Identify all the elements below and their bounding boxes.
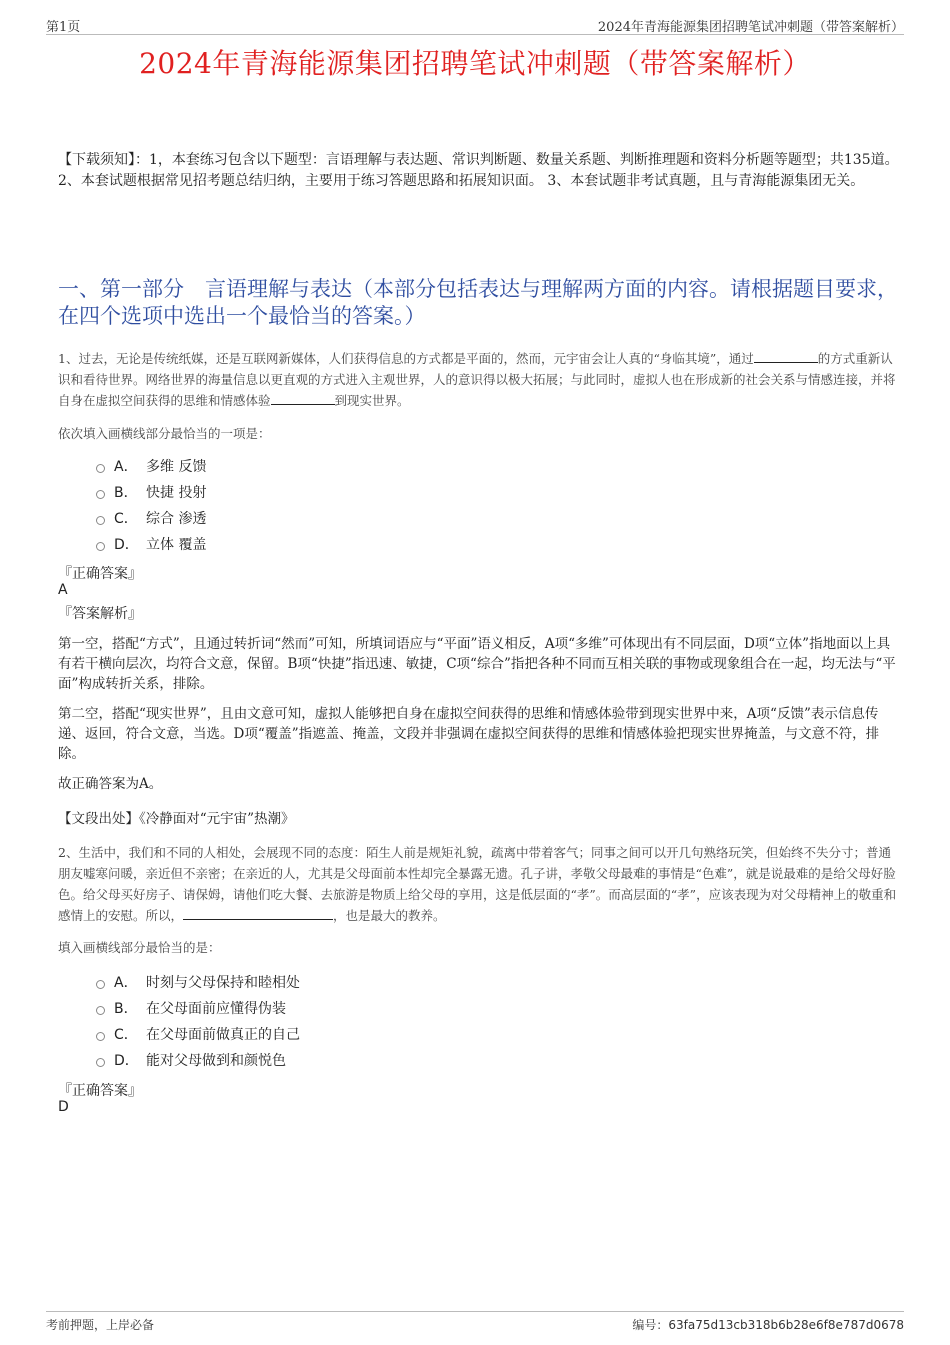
page-number: 第1页 — [46, 20, 81, 35]
question-2-options — [96, 969, 300, 1073]
correct-answer: D — [58, 1099, 69, 1115]
fill-blank-2 — [271, 390, 335, 405]
radio-icon[interactable] — [96, 542, 105, 551]
question-2-text-part-1: 2、生活中，我们和不同的人相处，会展现不同的态度：陌生人前是规矩礼貌，疏离中带着客气；同事之间可以开几句熟络玩笑，但始终不失分寸；普通朋友嘘寒问暖，亲近但不亲密；在亲近的人，尤其是父母面前本性却完全暴露无遗。孔子讲，孝敬父母最难的事情是“色难”，就是说最难的是给父母好脸色。给父母买好房子、请保姆，请他们吃大餐、去旅游是物质上给父母的享用，这是低层面的“孝”。而高层面的“孝”，应该表现为对父母精神上的敬重和感情上的安慰。所以， — [58, 845, 897, 923]
header-doc-title: 2024年青海能源集团招聘笔试冲刺题（带答案解析） — [597, 20, 904, 35]
radio-icon[interactable] — [96, 1058, 105, 1067]
radio-icon[interactable] — [96, 1032, 105, 1041]
correct-answer-label: 『正确答案』 — [58, 566, 142, 582]
option-a[interactable]: A． 时刻与父母保持和睦相处 — [96, 969, 300, 995]
option-b[interactable]: B． 快捷 投射 — [96, 479, 206, 505]
question-2-prompt: 填入画横线部分最恰当的是： — [58, 940, 221, 955]
document-code — [632, 1316, 904, 1333]
question-1-prompt: 依次填入画横线部分最恰当的一项是： — [58, 426, 271, 441]
option-a[interactable]: A． 多维 反馈 — [96, 453, 206, 479]
question-2-text — [58, 842, 900, 926]
option-d[interactable]: D． 立体 覆盖 — [96, 531, 206, 557]
option-b[interactable]: B． 在父母面前应懂得伪装 — [96, 995, 300, 1021]
option-c[interactable]: C． 在父母面前做真正的自己 — [96, 1021, 300, 1047]
passage-source: 【文段出处】《冷静面对“元宇宙”热潮》 — [58, 811, 295, 827]
question-1-options — [96, 453, 206, 557]
fill-blank-1 — [754, 348, 818, 363]
radio-icon[interactable] — [96, 1006, 105, 1015]
download-notice: 【下载须知】：1，本套练习包含以下题型：言语理解与表达题、常识判断题、数量关系题、判断推理题和资料分析题等题型；共135道。 2、本套试题根据常见招考题总结归纳，主要用于练习答题思路和拓展知识面。 3、本套试题非考试真题，且与青海能源集团无关。 — [58, 152, 899, 189]
question-1-text-part-1: 1、过去，无论是传统纸媒，还是互联网新媒体，人们获得信息的方式都是平面的，然而，元宇宙会让人真的“身临其境”，通过 — [58, 351, 754, 366]
page-header — [46, 16, 904, 35]
radio-icon[interactable] — [96, 464, 105, 473]
footer-slogan: 考前押题，上岸必备 — [46, 1318, 155, 1332]
option-d[interactable]: D． 能对父母做到和颜悦色 — [96, 1047, 300, 1073]
radio-icon[interactable] — [96, 490, 105, 499]
document-title: 2024年青海能源集团招聘笔试冲刺题（带答案解析） — [139, 47, 811, 80]
correct-answer-label: 『正确答案』 — [58, 1083, 142, 1099]
radio-icon[interactable] — [96, 980, 105, 989]
analysis-label: 『答案解析』 — [58, 606, 142, 622]
document-code-label: 编号： — [632, 1318, 669, 1332]
section-heading: 一、第一部分 言语理解与表达（本部分包括表达与理解两方面的内容。请根据题目要求，在四个选项中选出一个最恰当的答案。） — [58, 277, 898, 328]
question-1-text-part-2: 的方式重新认识和看待世界。网络世界的海量信息以更直观的方式进入主观世界，人的意识得以极大拓展；与此同时，虚拟人也在形成新的社会关系与情感连接，并将自身在虚拟空间获得的思维和情感体验 — [58, 351, 896, 408]
question-1-text-part-3: 到现实世界。 — [334, 393, 410, 408]
radio-icon[interactable] — [96, 516, 105, 525]
document-code-value: 63fa75d13cb318b6b28e6f8e787d0678 — [668, 1318, 904, 1332]
correct-answer: A — [58, 582, 68, 598]
analysis-paragraph-1: 第一空，搭配“方式”，且通过转折词“然而”可知，所填词语应与“平面”语义相反，A项“多维”可体现出有不同层面，D项“立体”指地面以上具有若干横向层次，均符合文意，保留。B项“快捷”指迅速、敏捷，C项“综合”指把各种不同而互相关联的事物或现象组合在一起，均无法与“平面”构成转折关系，排除。 — [58, 636, 896, 692]
fill-blank-3 — [183, 905, 333, 920]
analysis-paragraph-2: 第二空，搭配“现实世界”，且由文意可知，虚拟人能够把自身在虚拟空间获得的思维和情感体验带到现实世界中来，A项“反馈”表示信息传递、返回，符合文意，当选。D项“覆盖”指遮盖、掩盖，文段并非强调在虚拟空间获得的思维和情感体验把现实世界掩盖，与文意不符，排除。 — [58, 706, 880, 762]
analysis-conclusion: 故正确答案为A。 — [58, 776, 163, 792]
option-c[interactable]: C． 综合 渗透 — [96, 505, 206, 531]
page-footer — [46, 1311, 904, 1332]
question-2-text-part-2: ，也是最大的教养。 — [333, 908, 446, 923]
question-1-text — [58, 348, 900, 411]
